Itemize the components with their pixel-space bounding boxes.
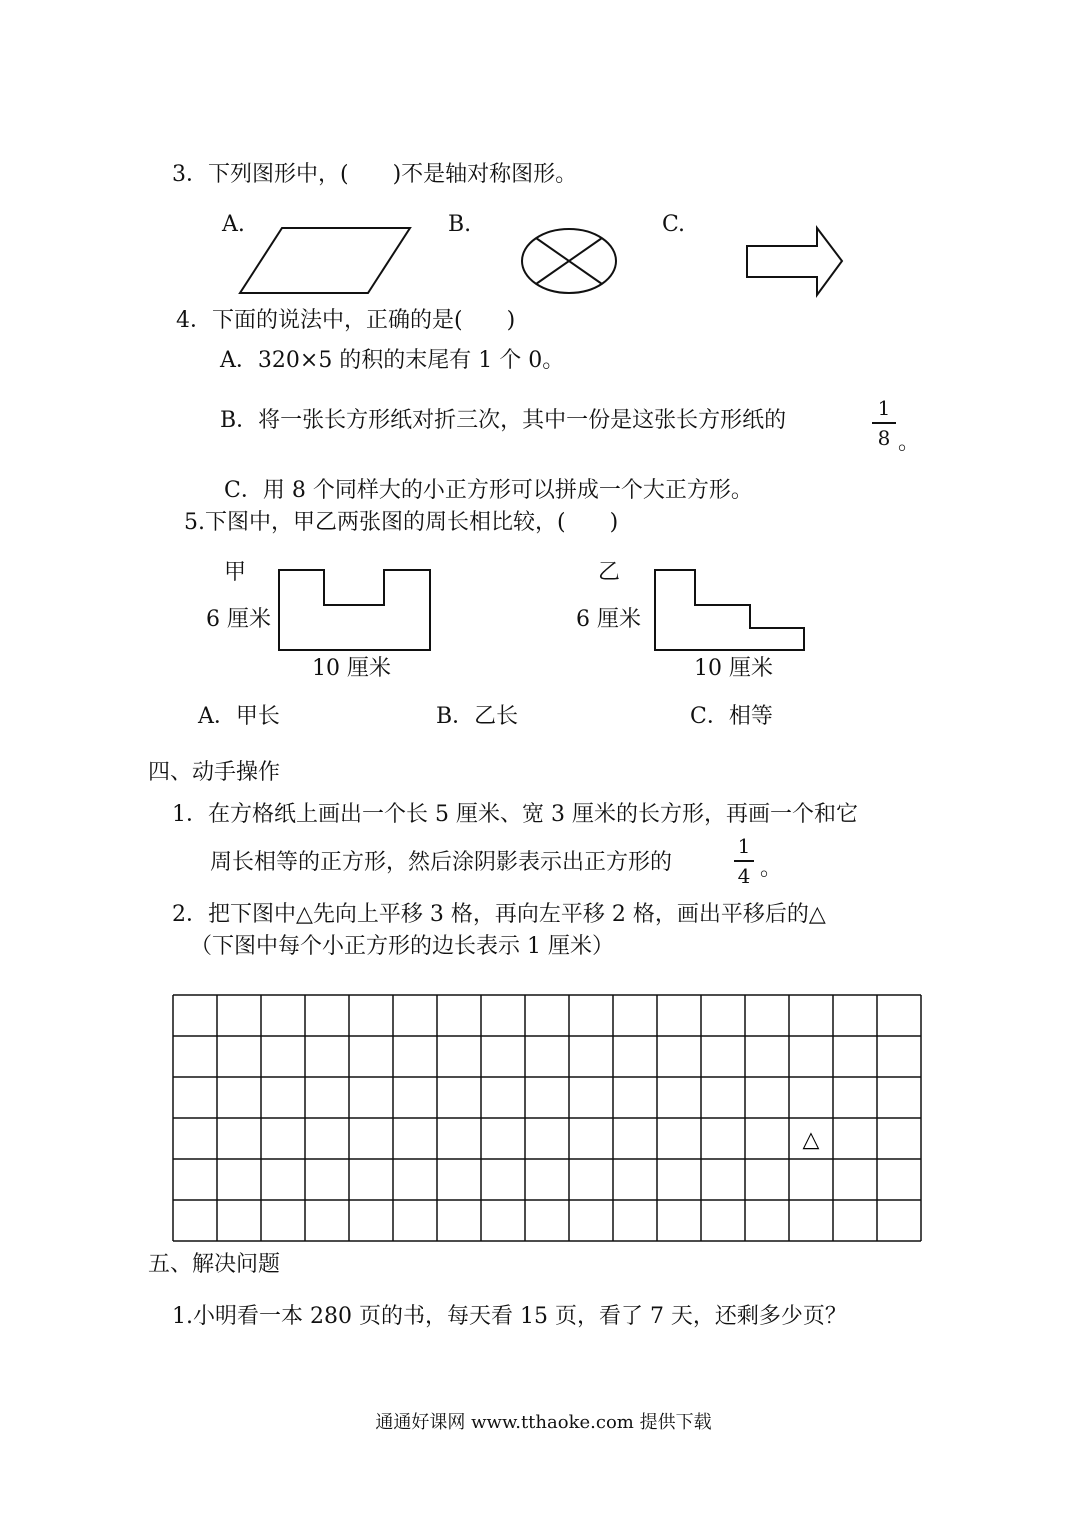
parallelogram-shape	[240, 228, 410, 293]
circle-cross-shape	[522, 229, 616, 293]
triangle-marker: △	[802, 1127, 820, 1153]
fraction-numerator: 1	[737, 834, 751, 858]
q3-option-c-label: C.	[662, 212, 686, 237]
fraction-bar	[734, 860, 754, 862]
square-grid[interactable]	[173, 995, 921, 1241]
q4-stem: 4．下面的说法中，正确的是( )	[176, 308, 516, 333]
section4-q1-fraction	[734, 834, 754, 888]
figure-jia-width-label: 10 厘米	[312, 656, 391, 681]
section4-q1-line2: 周长相等的正方形，然后涂阴影表示出正方形的	[210, 850, 673, 875]
section4-q1-end: 。	[760, 856, 783, 881]
figure-yi-width-label: 10 厘米	[694, 656, 773, 681]
section4-q2-line2: （下图中每个小正方形的边长表示 1 厘米）	[190, 934, 614, 959]
q5-option-c: C．相等	[690, 704, 773, 729]
figure-jia-outline	[279, 570, 430, 650]
q4-option-a: A．320×5 的积的末尾有 1 个 0。	[220, 348, 565, 373]
q4-option-b: B．将一张长方形纸对折三次，其中一份是这张长方形纸的	[220, 408, 787, 433]
q5-stem: 5.下图中，甲乙两张图的周长相比较，( )	[184, 510, 619, 535]
figure-yi-height-label: 6 厘米	[576, 607, 641, 632]
figure-yi-label: 乙	[598, 560, 621, 585]
section4-q2-line1: 2．把下图中△先向上平移 3 格，再向左平移 2 格，画出平移后的△	[172, 902, 826, 927]
section4-q1-line1: 1．在方格纸上画出一个长 5 厘米、宽 3 厘米的长方形，再画一个和它	[172, 802, 858, 827]
figure-yi-outline	[655, 570, 804, 650]
q5-option-b: B．乙长	[436, 704, 519, 729]
q3-option-b-label: B.	[448, 212, 472, 237]
q4-option-b-end: 。	[898, 430, 921, 455]
q3-stem: 3．下列图形中，( )不是轴对称图形。	[172, 162, 578, 187]
figure-jia-label: 甲	[224, 560, 247, 585]
q3-option-a-label: A.	[222, 212, 245, 237]
section5-title: 五、解决问题	[148, 1252, 281, 1277]
page-footer: 通通好课网 www.tthaoke.com 提供下载	[375, 1412, 712, 1433]
q4-option-c: C．用 8 个同样大的小正方形可以拼成一个大正方形。	[224, 478, 753, 503]
q5-option-a: A．甲长	[198, 704, 280, 729]
fraction-denominator: 4	[737, 864, 751, 888]
section4-title: 四、动手操作	[148, 760, 281, 785]
fraction-bar	[872, 422, 896, 424]
q4-option-b-fraction	[872, 396, 896, 450]
figure-jia-height-label: 6 厘米	[206, 607, 271, 632]
arrow-shape	[747, 228, 842, 295]
fraction-denominator: 8	[877, 426, 891, 450]
fraction-numerator: 1	[877, 396, 891, 420]
section5-q1: 1.小明看一本 280 页的书，每天看 15 页，看了 7 天，还剩多少页？	[172, 1304, 847, 1329]
